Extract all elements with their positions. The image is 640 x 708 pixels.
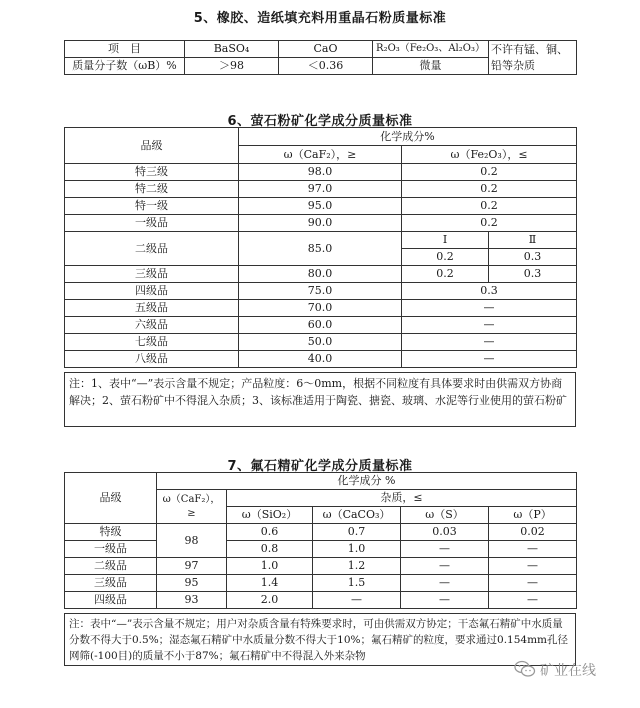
table7-grade-header: 品级 — [65, 473, 157, 524]
table7-caf2: 97 — [157, 558, 227, 575]
table6-caf2: 98.0 — [239, 164, 402, 181]
table7-value: 2.0 — [227, 592, 313, 609]
table7-value: 0.03 — [401, 524, 489, 541]
table6-caf2-header: ω（CaF₂），≥ — [239, 146, 402, 164]
table6-fe2o3: — — [402, 300, 577, 317]
table7-value: — — [401, 541, 489, 558]
table7-value: — — [489, 592, 577, 609]
table5-title: 5、橡胶、造纸填充料用重晶石粉质量标准 — [193, 11, 447, 26]
table6-grade: 三级品 — [65, 266, 239, 283]
table6-caf2: 50.0 — [239, 334, 402, 351]
table7-value: 1.0 — [227, 558, 313, 575]
table5-value-cao: ＜0.36 — [279, 58, 373, 75]
table6-grade: 五级品 — [65, 300, 239, 317]
table7-grade: 特级 — [65, 524, 157, 541]
table7-note: 注：表中“—”表示含量不规定；用户对杂质含量有特殊要求时，可由供需双方协定；干态氟石精矿中水质量分数不得大于0.5%；湿态氟石精矿中水质量分数不得大于10%；氟石精矿的粒度，要求通过0.154mm孔径网筛(-100目)的质量不小于87%；氟石精矿中不得混入外来杂物 — [64, 613, 576, 666]
table7-value: 1.5 — [313, 575, 401, 592]
table7-title: 7、氟石精矿化学成分质量标准 — [227, 459, 413, 474]
table7-value: — — [489, 558, 577, 575]
table6-sub-header-II: Ⅱ — [489, 232, 577, 249]
table7-grade: 三级品 — [65, 575, 157, 592]
table7-caf2: 93 — [157, 592, 227, 609]
table7-value: 1.4 — [227, 575, 313, 592]
table7-value: 0.02 — [489, 524, 577, 541]
table7-caco3-header: ω（CaCO₃） — [313, 507, 401, 524]
table6-fe2o3: 0.2 — [402, 198, 577, 215]
table6-grade: 四级品 — [65, 283, 239, 300]
table6-caf2: 75.0 — [239, 283, 402, 300]
table7-chem-header: 化学成分 % — [157, 473, 577, 490]
table7-value: 0.8 — [227, 541, 313, 558]
table7-caf2: 95 — [157, 575, 227, 592]
table6-caf2: 95.0 — [239, 198, 402, 215]
table7-value: — — [401, 592, 489, 609]
table5-header-cao: CaO — [279, 41, 373, 58]
table7-p-header: ω（P） — [489, 507, 577, 524]
table6-grade: 一级品 — [65, 215, 239, 232]
table7-sio2-header: ω（SiO₂） — [227, 507, 313, 524]
table6-grade-header: 品级 — [65, 128, 239, 164]
table6-fe2o3: 0.3 — [402, 283, 577, 300]
table7-s-header: ω（S） — [401, 507, 489, 524]
table7-value: 1.2 — [313, 558, 401, 575]
table7-value: — — [313, 592, 401, 609]
table5-value-baso4: ＞98 — [185, 58, 279, 75]
table6-fe2o3-I: 0.2 — [402, 249, 489, 266]
table6-grade: 特三级 — [65, 164, 239, 181]
table7-impurity-header: 杂质，≤ — [227, 490, 577, 507]
table6-grade: 七级品 — [65, 334, 239, 351]
table7 — [64, 472, 577, 609]
table7-value: — — [489, 541, 577, 558]
table7-value: 0.7 — [313, 524, 401, 541]
table7-value: — — [489, 575, 577, 592]
table5-header-r2o3: R₂O₃（Fe₂O₃、Al₂O₃） — [373, 41, 489, 58]
table6-fe2o3: 0.2 — [402, 181, 577, 198]
table6-grade: 六级品 — [65, 317, 239, 334]
table6-grade: 特一级 — [65, 198, 239, 215]
table6-caf2: 40.0 — [239, 351, 402, 368]
table5-side-note: 不许有锰、铜、铅等杂质 — [489, 41, 577, 75]
table6-fe2o3: — — [402, 317, 577, 334]
table6-title: 6、萤石粉矿化学成分质量标准 — [227, 114, 413, 129]
watermark-text: 矿业在线 — [540, 663, 596, 679]
table6-fe2o3: — — [402, 351, 577, 368]
table7-value: — — [401, 575, 489, 592]
table6-grade: 特二级 — [65, 181, 239, 198]
table6-caf2: 90.0 — [239, 215, 402, 232]
table6-note: 注：1、表中“—”表示含量不规定；产品粒度：6～0mm，根据不同粒度有具体要求时由供需双方协商解决；2、萤石粉矿中不得混入杂质；3、该标准适用于陶瓷、搪瓷、玻璃、水泥等行业使用的萤石粉矿 — [64, 372, 576, 427]
table6-chem-header: 化学成分% — [239, 128, 577, 146]
table6-grade: 二级品 — [65, 232, 239, 266]
table7-caf2-header: ω（CaF₂），≥ — [157, 490, 227, 524]
table7-grade: 四级品 — [65, 592, 157, 609]
table5-row-label: 质量分子数（ωB）% — [65, 58, 185, 75]
table6-fe2o3-I: 0.2 — [402, 266, 489, 283]
table5 — [64, 40, 577, 75]
table7-caf2: 98 — [157, 524, 227, 558]
table6-fe2o3-II: 0.3 — [489, 249, 577, 266]
table7-grade: 二级品 — [65, 558, 157, 575]
table6-caf2: 80.0 — [239, 266, 402, 283]
table6-fe2o3-header: ω（Fe₂O₃），≤ — [402, 146, 577, 164]
table7-value: 1.0 — [313, 541, 401, 558]
table6-grade: 八级品 — [65, 351, 239, 368]
table5-value-r2o3: 微量 — [373, 58, 489, 75]
table6-fe2o3: — — [402, 334, 577, 351]
wechat-logo-icon — [514, 660, 536, 682]
watermark — [514, 660, 596, 682]
table6-caf2: 70.0 — [239, 300, 402, 317]
table7-value: 0.6 — [227, 524, 313, 541]
table7-grade: 一级品 — [65, 541, 157, 558]
table6-fe2o3-II: 0.3 — [489, 266, 577, 283]
table7-value: — — [401, 558, 489, 575]
table6-caf2: 97.0 — [239, 181, 402, 198]
table6-caf2: 85.0 — [239, 232, 402, 266]
table6-fe2o3: 0.2 — [402, 215, 577, 232]
table6 — [64, 127, 577, 368]
table5-header-baso4: BaSO₄ — [185, 41, 279, 58]
table5-header-item: 项 目 — [65, 41, 185, 58]
table6-fe2o3: 0.2 — [402, 164, 577, 181]
table6-sub-header-I: Ⅰ — [402, 232, 489, 249]
table6-caf2: 60.0 — [239, 317, 402, 334]
